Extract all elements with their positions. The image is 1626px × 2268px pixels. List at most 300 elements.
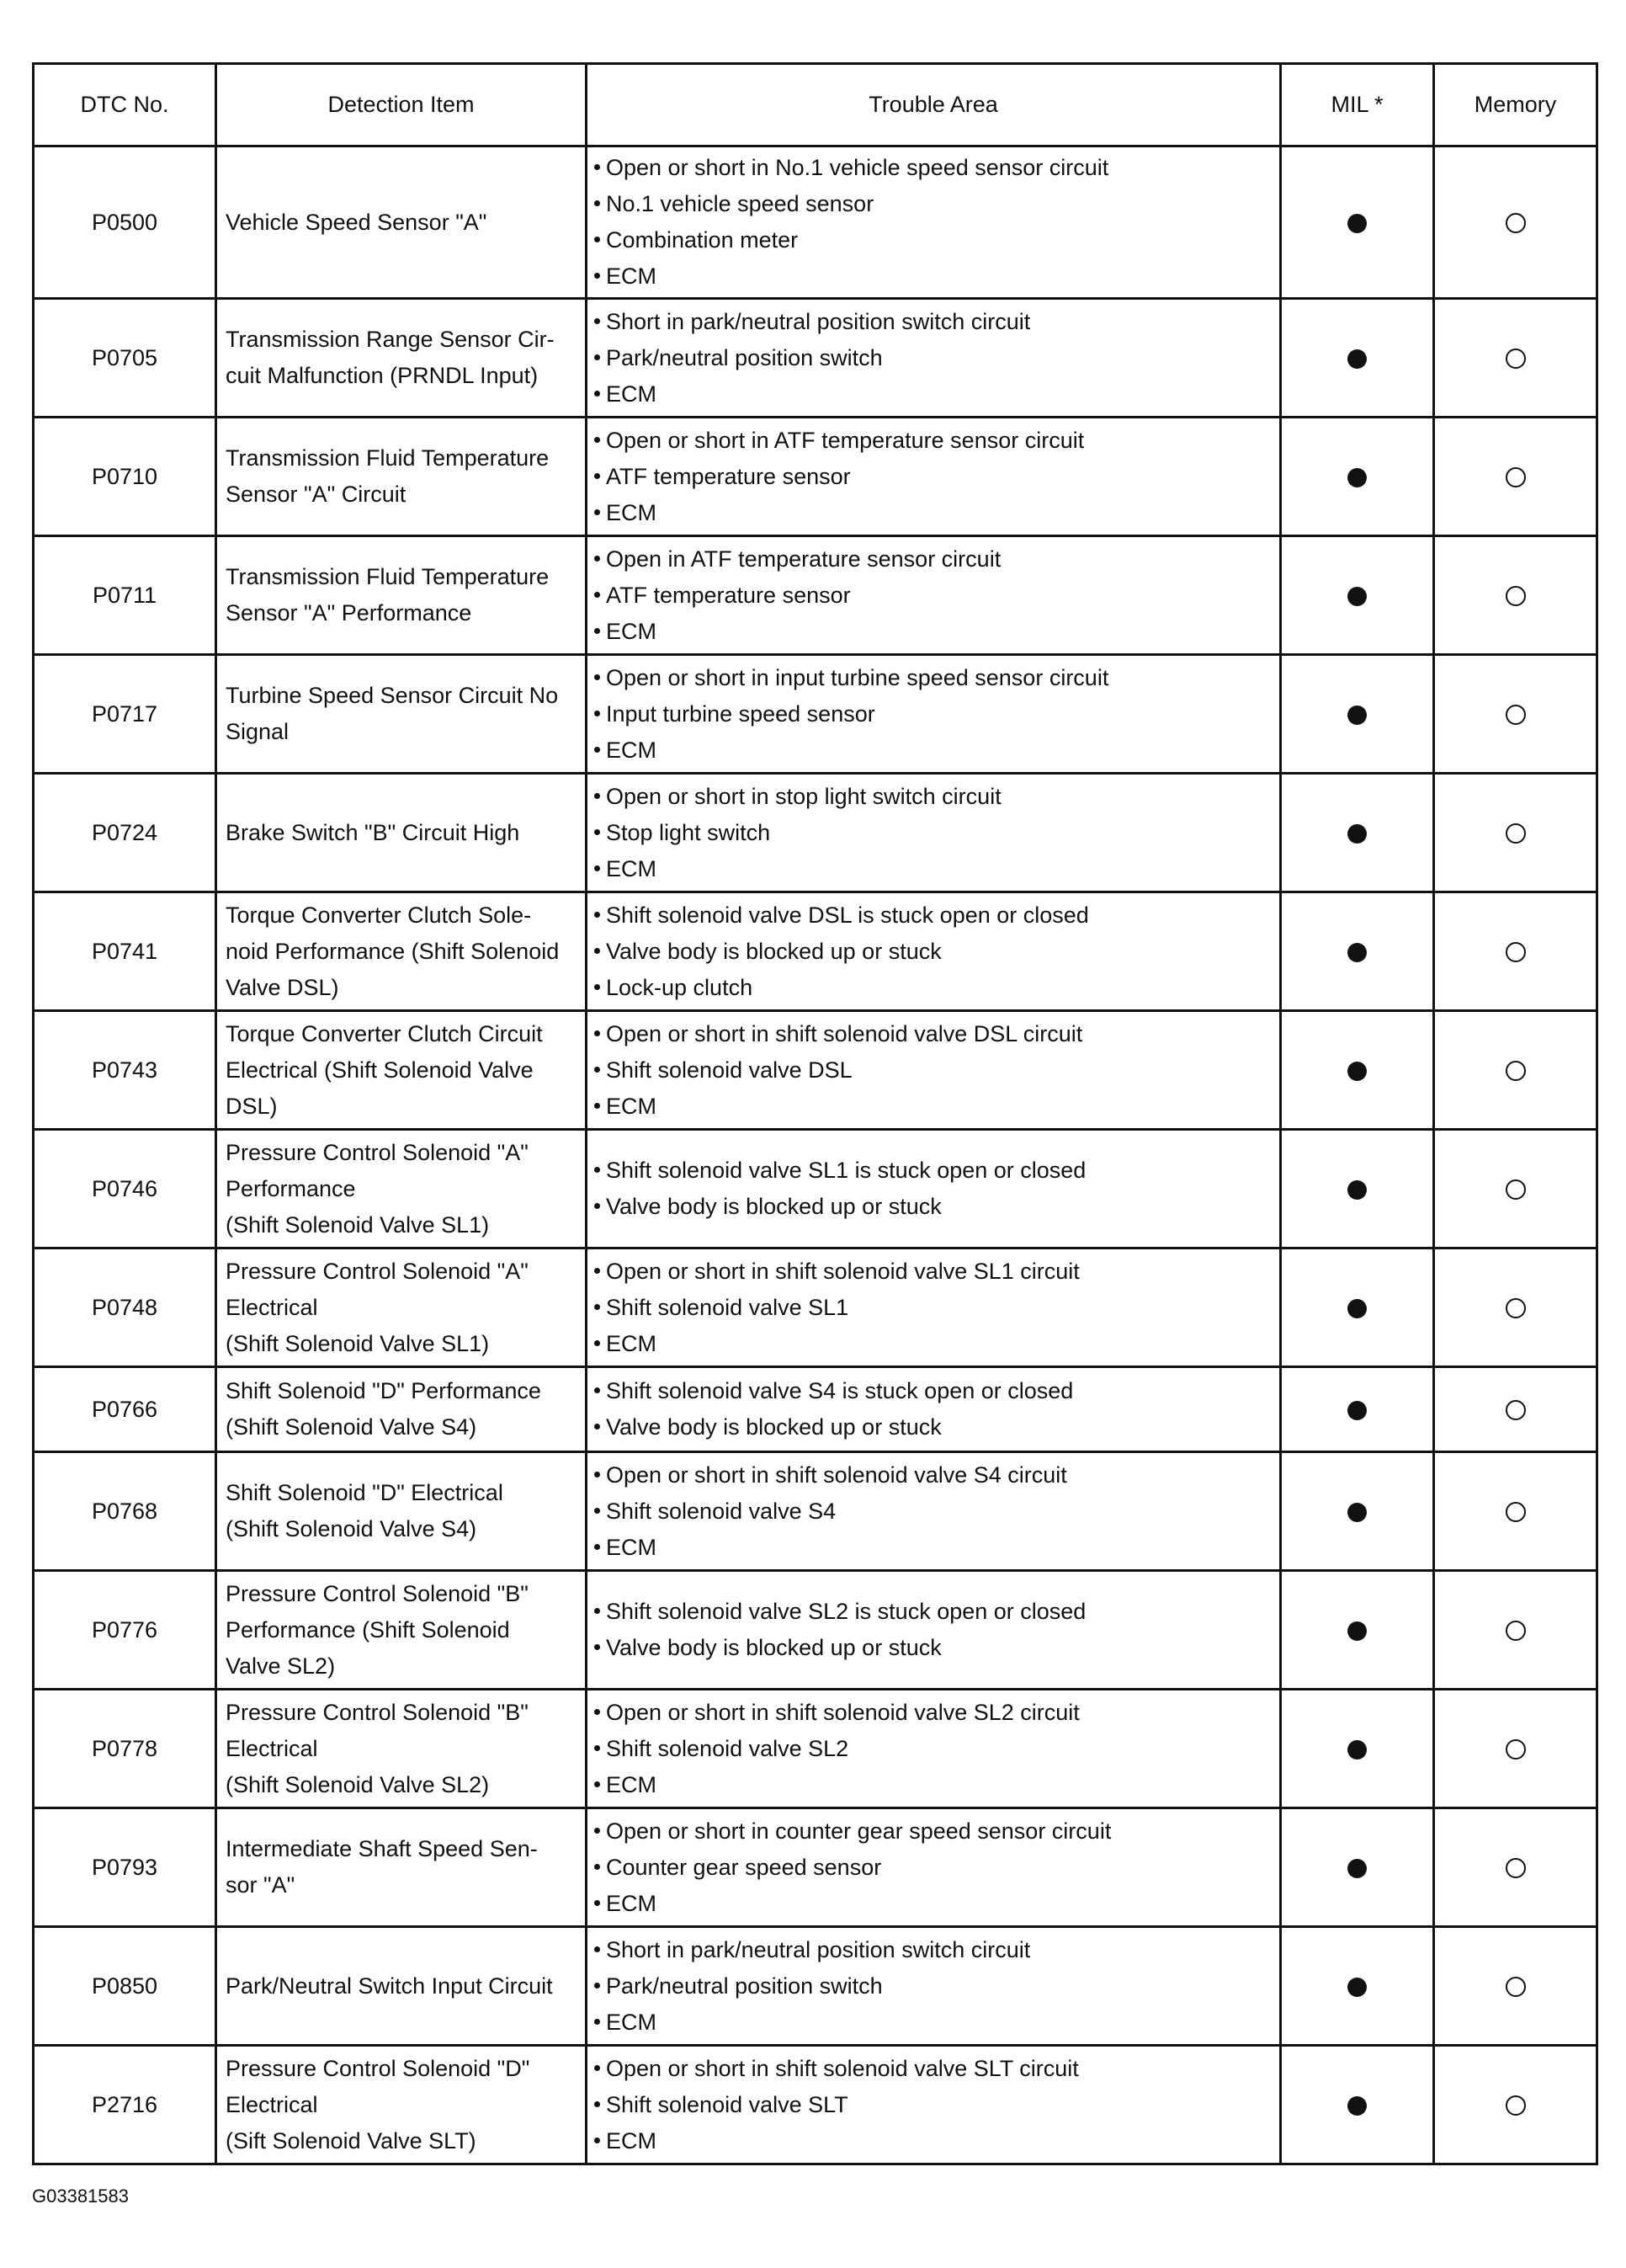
bullet-icon (594, 2019, 600, 2025)
memory-cell (1434, 774, 1597, 892)
memory-cell (1434, 2046, 1597, 2164)
memory-cell (1434, 536, 1597, 655)
mil-cell (1281, 418, 1434, 536)
detection-item-line: Signal (226, 719, 290, 744)
trouble-area-text: Shift solenoid valve S4 (606, 1498, 837, 1524)
trouble-area-item (594, 1886, 1273, 1922)
memory-open-circle-icon (1506, 586, 1526, 606)
detection-item-line: Valve SL2) (226, 1653, 336, 1679)
table-row (34, 892, 1597, 1011)
trouble-area-text: ECM (606, 2127, 656, 2154)
trouble-area (587, 1927, 1281, 2046)
trouble-area-item (594, 1052, 1273, 1089)
trouble-area-text: Open or short in input turbine speed sensor circuit (606, 664, 1109, 690)
trouble-area-item (594, 1695, 1273, 1731)
table-row (34, 1011, 1597, 1130)
header-mil: MIL * (1281, 64, 1434, 146)
bullet-icon (594, 1167, 600, 1173)
header-dtc-no: DTC No. (34, 64, 216, 146)
detection-item (216, 1808, 587, 1927)
detection-item-line: Shift Solenoid "D" Electrical (226, 1480, 503, 1505)
bullet-icon (594, 1472, 600, 1477)
trouble-area-text: Open or short in shift solenoid valve SL2 circuit (606, 1699, 1080, 1725)
memory-open-circle-icon (1506, 1179, 1526, 1200)
mil-filled-circle-icon (1347, 1062, 1367, 1081)
bullet-icon (594, 1983, 600, 1988)
trouble-area (587, 146, 1281, 299)
memory-open-circle-icon (1506, 1061, 1526, 1081)
trouble-area-item (594, 150, 1273, 186)
trouble-area-item (594, 1016, 1273, 1052)
trouble-area-text: Open or short in shift solenoid valve DSL circuit (606, 1020, 1083, 1046)
memory-open-circle-icon (1506, 1400, 1526, 1420)
trouble-area (587, 892, 1281, 1011)
trouble-area-item (594, 1493, 1273, 1530)
mil-filled-circle-icon (1347, 1299, 1367, 1318)
trouble-area (587, 655, 1281, 774)
trouble-area (587, 1248, 1281, 1367)
table-row (34, 774, 1597, 892)
detection-item-line: Pressure Control Solenoid "D" (226, 2055, 530, 2081)
trouble-area (587, 418, 1281, 536)
mil-cell (1281, 1571, 1434, 1690)
detection-item-line: Intermediate Shaft Speed Sen- (226, 1836, 538, 1861)
trouble-area-text: ECM (606, 1890, 656, 1916)
bullet-icon (594, 437, 600, 443)
bullet-icon (594, 674, 600, 680)
trouble-area-text: ATF temperature sensor (606, 582, 851, 608)
memory-open-circle-icon (1506, 1977, 1526, 1997)
detection-item (216, 1690, 587, 1808)
memory-open-circle-icon (1506, 467, 1526, 487)
bullet-icon (594, 1608, 600, 1614)
mil-cell (1281, 1130, 1434, 1248)
bullet-icon (594, 829, 600, 835)
dtc-table-body (34, 146, 1597, 2164)
detection-item-line: Performance (226, 1175, 356, 1201)
trouble-area-text: ECM (606, 1093, 656, 1119)
dtc-code: P0850 (34, 1927, 216, 2046)
trouble-area-text: ECM (606, 737, 656, 763)
mil-filled-circle-icon (1347, 2096, 1367, 2116)
trouble-area-item (594, 459, 1273, 495)
mil-cell (1281, 892, 1434, 1011)
detection-item (216, 1367, 587, 1452)
trouble-area-text: No.1 vehicle speed sensor (606, 191, 874, 216)
bullet-icon (594, 1781, 600, 1787)
detection-item (216, 2046, 587, 2164)
memory-cell (1434, 1011, 1597, 1130)
mil-filled-circle-icon (1347, 1503, 1367, 1522)
dtc-code: P0776 (34, 1571, 216, 1690)
dtc-code: P0768 (34, 1452, 216, 1571)
detection-item-line: Park/Neutral Switch Input Circuit (226, 1973, 553, 1999)
bullet-icon (594, 1828, 600, 1834)
bullet-icon (594, 628, 600, 634)
trouble-area-text: Lock-up clutch (606, 974, 753, 1000)
trouble-area-item (594, 779, 1273, 815)
trouble-area-text: ECM (606, 2009, 656, 2035)
detection-item (216, 1011, 587, 1130)
trouble-area-text: Open or short in stop light switch circuit (606, 783, 1002, 809)
detection-item-line: Sensor "A" Performance (226, 600, 472, 626)
detection-item-line: Electrical (226, 1294, 318, 1320)
bullet-icon (594, 711, 600, 716)
memory-cell (1434, 1367, 1597, 1452)
trouble-area-text: ECM (606, 618, 656, 644)
trouble-area-text: ECM (606, 855, 656, 881)
detection-item (216, 299, 587, 418)
detection-item-line: (Sift Solenoid Valve SLT) (226, 2127, 476, 2154)
trouble-area-item (594, 1850, 1273, 1886)
trouble-area-item (594, 1530, 1273, 1566)
bullet-icon (594, 1864, 600, 1870)
trouble-area-text: ECM (606, 1330, 656, 1356)
trouble-area-item (594, 1767, 1273, 1803)
trouble-area-item (594, 304, 1273, 340)
trouble-area-text: Counter gear speed sensor (606, 1854, 882, 1880)
trouble-area-item (594, 2087, 1273, 2123)
bullet-icon (594, 948, 600, 954)
trouble-area-text: Shift solenoid valve SL2 (606, 1735, 849, 1761)
dtc-code: P0717 (34, 655, 216, 774)
bullet-icon (594, 318, 600, 324)
detection-item (216, 1452, 587, 1571)
mil-cell (1281, 1690, 1434, 1808)
mil-filled-circle-icon (1347, 1859, 1367, 1878)
dtc-code: P0766 (34, 1367, 216, 1452)
trouble-area-item (594, 1326, 1273, 1362)
table-row (34, 1452, 1597, 1571)
mil-cell (1281, 1011, 1434, 1130)
bullet-icon (594, 865, 600, 871)
trouble-area-text: Open or short in counter gear speed sensor circuit (606, 1818, 1112, 1844)
bullet-icon (594, 164, 600, 170)
mil-filled-circle-icon (1347, 824, 1367, 844)
trouble-area-item (594, 1153, 1273, 1189)
trouble-area (587, 2046, 1281, 2164)
detection-item-line: Transmission Fluid Temperature (226, 445, 550, 471)
bullet-icon (594, 2138, 600, 2143)
detection-item-line: (Shift Solenoid Valve S4) (226, 1516, 477, 1541)
trouble-area-text: Input turbine speed sensor (606, 700, 875, 727)
mil-cell (1281, 1927, 1434, 2046)
trouble-area (587, 1690, 1281, 1808)
detection-item-line: Vehicle Speed Sensor "A" (226, 209, 487, 235)
trouble-area-text: Valve body is blocked up or stuck (606, 1194, 942, 1219)
bullet-icon (594, 1508, 600, 1514)
mil-cell (1281, 1452, 1434, 1571)
detection-item-line: Transmission Fluid Temperature (226, 564, 550, 589)
bullet-icon (594, 1946, 600, 1952)
memory-open-circle-icon (1506, 213, 1526, 233)
detection-item-line: (Shift Solenoid Valve SL2) (226, 1771, 490, 1797)
bullet-icon (594, 1067, 600, 1073)
detection-item-line: Electrical (Shift Solenoid Valve (226, 1057, 534, 1083)
mil-filled-circle-icon (1347, 587, 1367, 606)
trouble-area-item (594, 186, 1273, 222)
detection-item (216, 1927, 587, 2046)
trouble-area-item (594, 376, 1273, 413)
detection-item-line: Pressure Control Solenoid "B" (226, 1580, 529, 1606)
memory-cell (1434, 1248, 1597, 1367)
trouble-area-text: Park/neutral position switch (606, 344, 883, 370)
memory-open-circle-icon (1506, 823, 1526, 844)
trouble-area-item (594, 1189, 1273, 1225)
trouble-area-text: ECM (606, 1534, 656, 1560)
trouble-area-item (594, 423, 1273, 459)
trouble-area-item (594, 970, 1273, 1006)
trouble-area-text: Shift solenoid valve SL2 is stuck open or closed (606, 1599, 1087, 1624)
trouble-area-text: Combination meter (606, 227, 799, 253)
mil-cell (1281, 1248, 1434, 1367)
trouble-area-item (594, 541, 1273, 578)
dtc-code: P0500 (34, 146, 216, 299)
bullet-icon (594, 556, 600, 562)
trouble-area-item (594, 614, 1273, 650)
bullet-icon (594, 2101, 600, 2107)
trouble-area-item (594, 222, 1273, 258)
trouble-area-text: Open or short in No.1 vehicle speed sensor circuit (606, 155, 1109, 180)
dtc-code: P0724 (34, 774, 216, 892)
header-trouble-area: Trouble Area (587, 64, 1281, 146)
trouble-area (587, 1130, 1281, 1248)
detection-item-line: Pressure Control Solenoid "B" (226, 1699, 529, 1725)
bullet-icon (594, 747, 600, 753)
trouble-area-item (594, 934, 1273, 970)
trouble-area-text: Valve body is blocked up or stuck (606, 1414, 942, 1440)
detection-item (216, 536, 587, 655)
mil-filled-circle-icon (1347, 943, 1367, 962)
trouble-area-item (594, 258, 1273, 295)
bullet-icon (594, 1340, 600, 1346)
trouble-area-item (594, 578, 1273, 614)
mil-cell (1281, 1808, 1434, 1927)
trouble-area-text: Open or short in shift solenoid valve S4 circuit (606, 1461, 1067, 1488)
table-row (34, 1690, 1597, 1808)
trouble-area (587, 774, 1281, 892)
trouble-area-item (594, 815, 1273, 851)
trouble-area (587, 1011, 1281, 1130)
detection-item-line: noid Performance (Shift Solenoid (226, 938, 560, 964)
trouble-area-item (594, 340, 1273, 376)
trouble-area (587, 1367, 1281, 1452)
dtc-code: P0743 (34, 1011, 216, 1130)
detection-item (216, 774, 587, 892)
trouble-area-item (594, 660, 1273, 696)
table-row (34, 299, 1597, 418)
bullet-icon (594, 391, 600, 397)
dtc-table (32, 62, 1598, 2165)
bullet-icon (594, 1544, 600, 1550)
memory-open-circle-icon (1506, 1858, 1526, 1878)
detection-item-line: Torque Converter Clutch Sole- (226, 902, 532, 928)
memory-cell (1434, 418, 1597, 536)
bullet-icon (594, 2065, 600, 2071)
detection-item-line: Performance (Shift Solenoid (226, 1616, 510, 1642)
detection-item-line: (Shift Solenoid Valve SL1) (226, 1330, 490, 1356)
detection-item (216, 146, 587, 299)
table-row (34, 655, 1597, 774)
detection-item-line: Torque Converter Clutch Circuit (226, 1020, 543, 1046)
table-row (34, 418, 1597, 536)
trouble-area-text: Open or short in shift solenoid valve SLT circuit (606, 2055, 1079, 2081)
mil-cell (1281, 299, 1434, 418)
bullet-icon (594, 273, 600, 279)
mil-cell (1281, 2046, 1434, 2164)
dtc-code: P0710 (34, 418, 216, 536)
detection-item-line: Turbine Speed Sensor Circuit No (226, 683, 559, 708)
bullet-icon (594, 1203, 600, 1209)
dtc-code: P0705 (34, 299, 216, 418)
detection-item-line: Valve DSL) (226, 974, 339, 1000)
trouble-area-text: Open or short in shift solenoid valve SL1 circuit (606, 1258, 1080, 1284)
trouble-area-item (594, 2004, 1273, 2041)
trouble-area-text: ECM (606, 381, 656, 407)
detection-item-line: (Shift Solenoid Valve SL1) (226, 1211, 490, 1238)
mil-filled-circle-icon (1347, 705, 1367, 725)
trouble-area-item (594, 2051, 1273, 2087)
dtc-code: P2716 (34, 2046, 216, 2164)
trouble-area-text: Shift solenoid valve DSL (606, 1057, 853, 1083)
mil-filled-circle-icon (1347, 468, 1367, 487)
header-detection-item: Detection Item (216, 64, 587, 146)
table-row (34, 2046, 1597, 2164)
trouble-area-item (594, 1968, 1273, 2004)
mil-filled-circle-icon (1347, 214, 1367, 233)
memory-cell (1434, 1927, 1597, 2046)
bullet-icon (594, 1304, 600, 1310)
table-row (34, 1808, 1597, 1927)
trouble-area-item (594, 1409, 1273, 1445)
trouble-area-text: Valve body is blocked up or stuck (606, 938, 942, 964)
header-row (34, 64, 1597, 146)
trouble-area-item (594, 1089, 1273, 1125)
bullet-icon (594, 912, 600, 918)
detection-item-line: sor "A" (226, 1872, 295, 1898)
mil-cell (1281, 536, 1434, 655)
trouble-area-item (594, 1932, 1273, 1968)
trouble-area-item (594, 696, 1273, 732)
trouble-area-text: Shift solenoid valve S4 is stuck open or closed (606, 1378, 1074, 1403)
trouble-area-text: Shift solenoid valve SL1 is stuck open or closed (606, 1158, 1087, 1183)
bullet-icon (594, 984, 600, 990)
bullet-icon (594, 1030, 600, 1036)
bullet-icon (594, 1644, 600, 1650)
mil-filled-circle-icon (1347, 1621, 1367, 1641)
bullet-icon (594, 509, 600, 515)
mil-filled-circle-icon (1347, 349, 1367, 369)
trouble-area-text: Stop light switch (606, 819, 771, 845)
detection-item (216, 655, 587, 774)
detection-item-line: Electrical (226, 2091, 318, 2117)
dtc-code: P0748 (34, 1248, 216, 1367)
detection-item-line: DSL) (226, 1093, 278, 1119)
bullet-icon (594, 793, 600, 799)
memory-cell (1434, 146, 1597, 299)
mil-cell (1281, 774, 1434, 892)
table-row (34, 1130, 1597, 1248)
bullet-icon (594, 1103, 600, 1109)
mil-filled-circle-icon (1347, 1180, 1367, 1200)
bullet-icon (594, 354, 600, 360)
table-row (34, 1571, 1597, 1690)
trouble-area-item (594, 495, 1273, 531)
mil-filled-circle-icon (1347, 1401, 1367, 1420)
detection-item-line: Sensor "A" Circuit (226, 482, 406, 507)
memory-open-circle-icon (1506, 705, 1526, 725)
detection-item-line: Electrical (226, 1735, 318, 1761)
bullet-icon (594, 473, 600, 479)
trouble-area-item (594, 851, 1273, 887)
memory-cell (1434, 1808, 1597, 1927)
trouble-area-text: Shift solenoid valve DSL is stuck open or closed (606, 902, 1089, 928)
detection-item-line: Shift Solenoid "D" Performance (226, 1378, 541, 1403)
dtc-code: P0778 (34, 1690, 216, 1808)
table-row (34, 1927, 1597, 2046)
detection-item (216, 892, 587, 1011)
trouble-area (587, 1808, 1281, 1927)
dtc-code: P0741 (34, 892, 216, 1011)
mil-cell (1281, 146, 1434, 299)
trouble-area-item (594, 2123, 1273, 2159)
memory-cell (1434, 1571, 1597, 1690)
trouble-area-text: Open in ATF temperature sensor circuit (606, 546, 1002, 572)
memory-cell (1434, 892, 1597, 1011)
trouble-area-text: Short in park/neutral position switch circuit (606, 308, 1031, 334)
trouble-area-text: Open or short in ATF temperature sensor circuit (606, 427, 1085, 453)
trouble-area-text: Valve body is blocked up or stuck (606, 1635, 942, 1660)
memory-cell (1434, 655, 1597, 774)
detection-item (216, 418, 587, 536)
trouble-area-text: ECM (606, 264, 656, 289)
trouble-area-item (594, 1813, 1273, 1850)
detection-item (216, 1130, 587, 1248)
detection-item-line: Transmission Range Sensor Cir- (226, 327, 555, 352)
trouble-area-item (594, 1630, 1273, 1666)
bullet-icon (594, 1900, 600, 1906)
bullet-icon (594, 592, 600, 598)
dtc-code: P0746 (34, 1130, 216, 1248)
dtc-code: P0711 (34, 536, 216, 655)
bullet-icon (594, 1268, 600, 1274)
trouble-area-item (594, 1731, 1273, 1767)
trouble-area-item (594, 1457, 1273, 1493)
detection-item-line: cuit Malfunction (PRNDL Input) (226, 363, 539, 388)
trouble-area-item (594, 1290, 1273, 1326)
bullet-icon (594, 237, 600, 242)
trouble-area-text: Shift solenoid valve SL1 (606, 1294, 849, 1320)
detection-item (216, 1571, 587, 1690)
trouble-area-text: Park/neutral position switch (606, 1973, 883, 1999)
table-row (34, 1367, 1597, 1452)
mil-filled-circle-icon (1347, 1978, 1367, 1997)
memory-open-circle-icon (1506, 1502, 1526, 1522)
memory-cell (1434, 1130, 1597, 1248)
figure-id: G03381583 (32, 2185, 129, 2207)
trouble-area-item (594, 1373, 1273, 1409)
mil-filled-circle-icon (1347, 1740, 1367, 1760)
mil-cell (1281, 1367, 1434, 1452)
mil-cell (1281, 655, 1434, 774)
trouble-area (587, 1452, 1281, 1571)
trouble-area-text: ECM (606, 499, 656, 525)
memory-open-circle-icon (1506, 1298, 1526, 1318)
bullet-icon (594, 200, 600, 206)
detection-item-line: Pressure Control Solenoid "A" (226, 1258, 529, 1284)
trouble-area (587, 1571, 1281, 1690)
trouble-area-item (594, 1594, 1273, 1630)
